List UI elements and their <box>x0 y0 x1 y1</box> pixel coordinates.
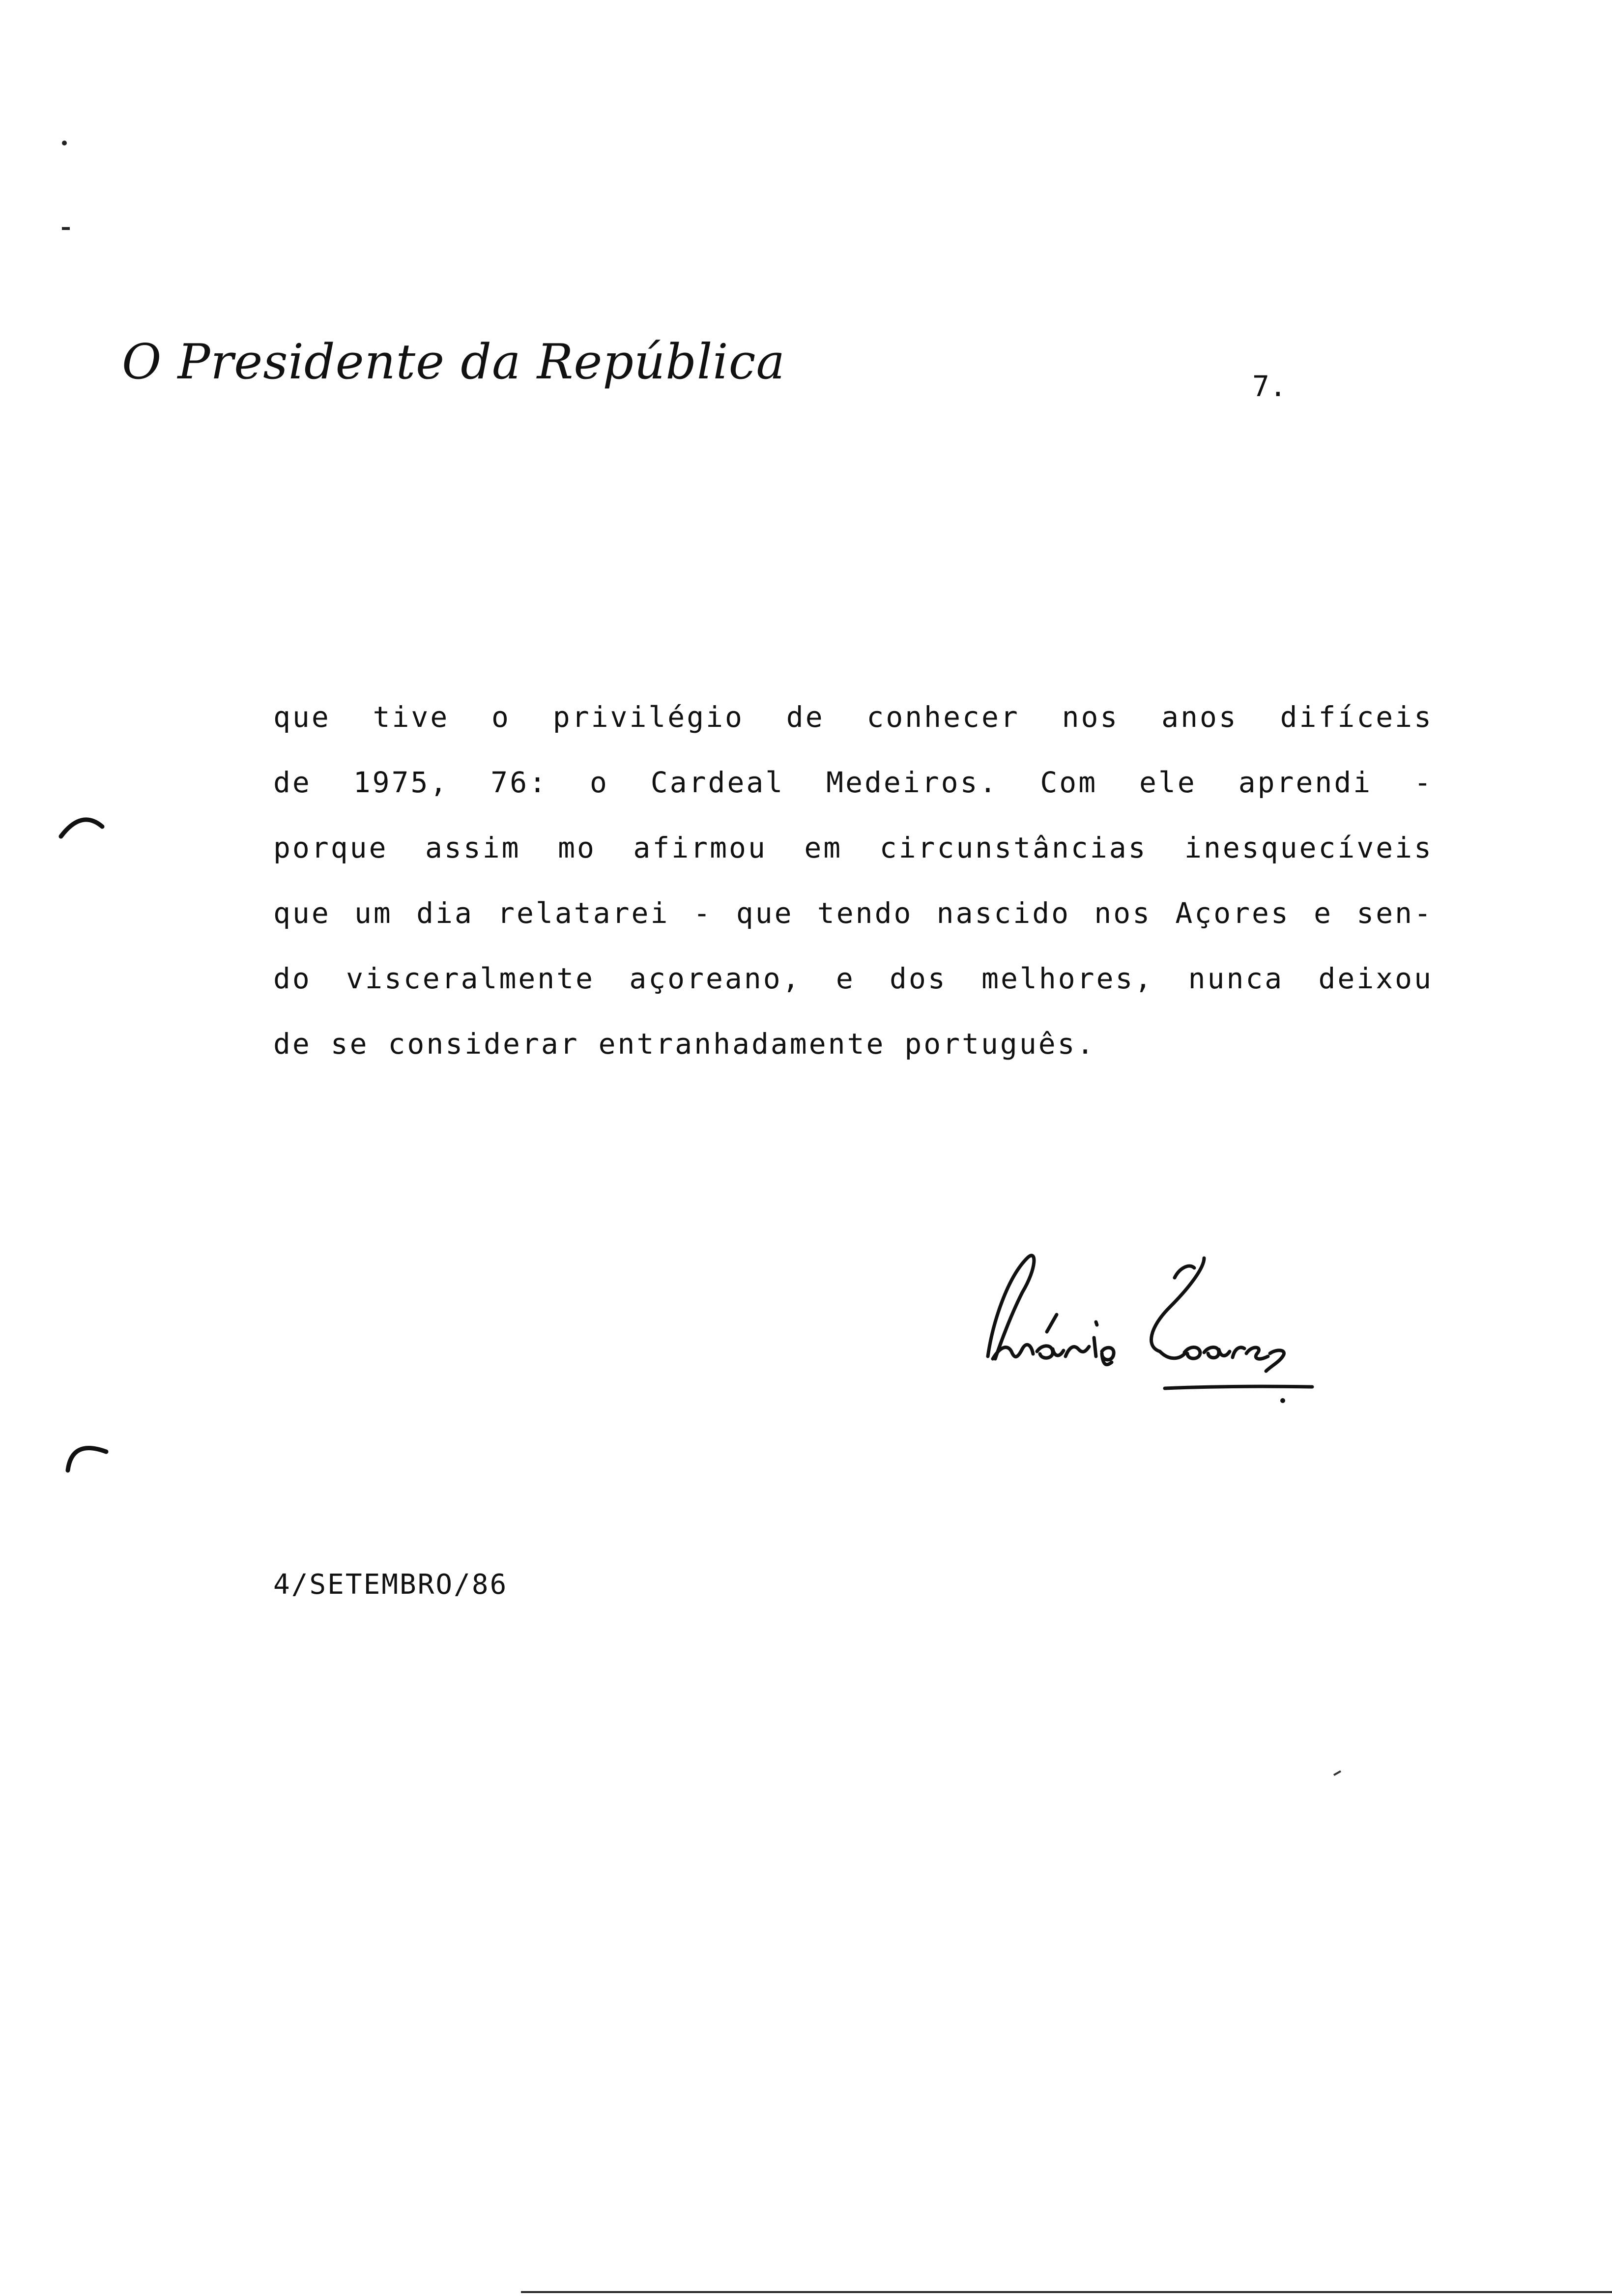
page-bottom-edge-rule <box>521 2291 1612 2293</box>
body-line-3: porque assim mo afirmou em circunstâncias inesquecíveis <box>273 831 1433 864</box>
body-line-4: que um dia relatarei - que tendo nascido nos Açores e sen- <box>273 896 1433 930</box>
letter-body <box>273 695 1433 1087</box>
scan-tick-mark <box>1333 1770 1343 1776</box>
punch-hole-arc-bottom <box>63 1435 112 1474</box>
handwritten-signature <box>973 1248 1327 1415</box>
page-number: 7. <box>1252 370 1287 403</box>
body-line-2: de 1975, 76: o Cardeal Medeiros. Com ele aprendi - <box>273 766 1433 799</box>
scan-dot-mark <box>61 140 68 148</box>
body-line-5: do visceralmente açoreano, e dos melhores, nunca deixou <box>273 962 1433 995</box>
body-line-6: de se considerar entranhadamente português. <box>273 1027 1096 1061</box>
body-line-1: que tive o privilégio de conhecer nos anos difíceis <box>273 700 1433 734</box>
letterhead-title: O Presidente da República <box>122 334 785 390</box>
date-line: 4/SETEMBRO/86 <box>273 1569 508 1601</box>
scan-dash-mark <box>62 226 71 231</box>
punch-hole-arc-top <box>57 812 106 841</box>
